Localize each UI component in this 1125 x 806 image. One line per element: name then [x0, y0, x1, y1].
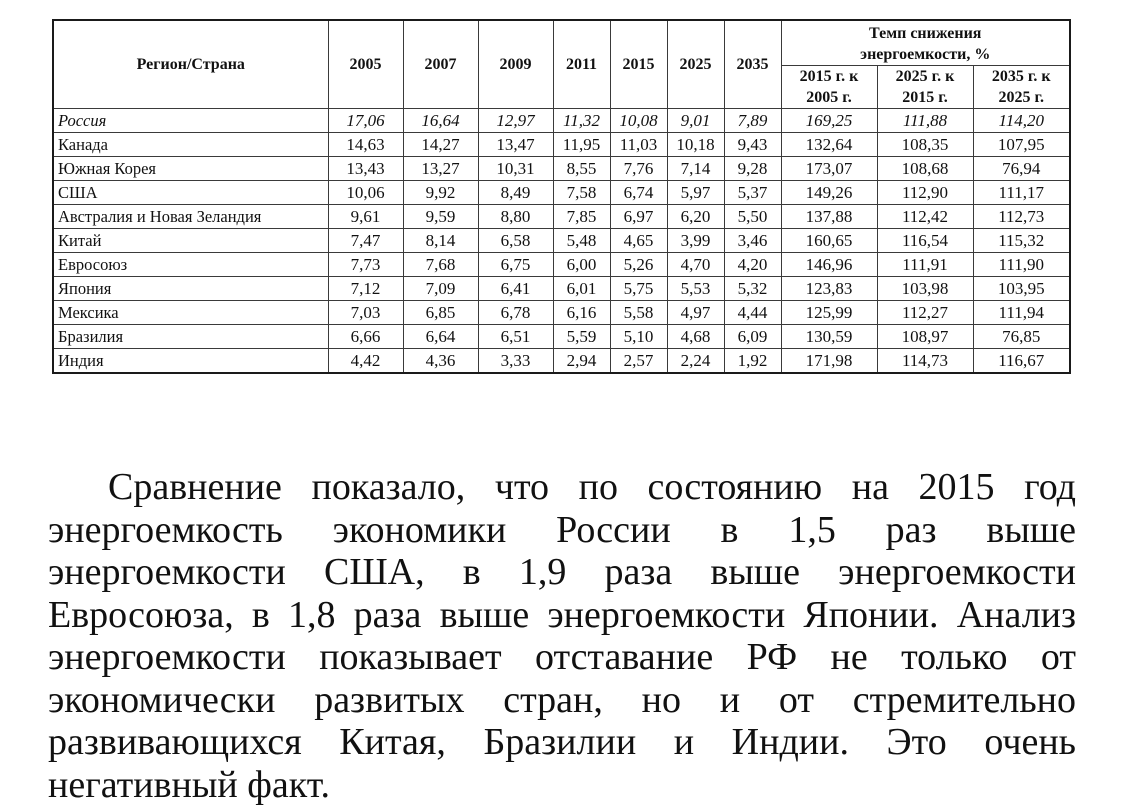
- reduction-rate-cell: 112,42: [877, 205, 973, 229]
- reduction-rate-cell: 111,91: [877, 253, 973, 277]
- reduction-rate-cell: 111,88: [877, 109, 973, 133]
- energy-intensity-cell: 5,32: [724, 277, 781, 301]
- energy-intensity-cell: 7,76: [610, 157, 667, 181]
- region-cell: Австралия и Новая Зеландия: [53, 205, 328, 229]
- year-column-header: 2035: [724, 20, 781, 109]
- region-cell: США: [53, 181, 328, 205]
- energy-intensity-cell: 7,09: [403, 277, 478, 301]
- reduction-rate-cell: 112,73: [973, 205, 1070, 229]
- energy-intensity-table: [52, 19, 1071, 374]
- energy-intensity-cell: 10,18: [667, 133, 724, 157]
- header-row-top: [53, 20, 1070, 66]
- energy-intensity-cell: 6,09: [724, 325, 781, 349]
- energy-intensity-cell: 7,14: [667, 157, 724, 181]
- energy-intensity-cell: 5,59: [553, 325, 610, 349]
- reduction-rate-cell: 107,95: [973, 133, 1070, 157]
- energy-intensity-cell: 5,48: [553, 229, 610, 253]
- year-column-header: 2007: [403, 20, 478, 109]
- energy-intensity-cell: 7,58: [553, 181, 610, 205]
- energy-intensity-cell: 7,12: [328, 277, 403, 301]
- reduction-rate-cell: 76,94: [973, 157, 1070, 181]
- energy-intensity-cell: 9,28: [724, 157, 781, 181]
- energy-intensity-cell: 5,26: [610, 253, 667, 277]
- reduction-rate-cell: 103,95: [973, 277, 1070, 301]
- energy-intensity-cell: 9,59: [403, 205, 478, 229]
- reduction-rate-cell: 111,17: [973, 181, 1070, 205]
- energy-intensity-cell: 5,50: [724, 205, 781, 229]
- reduction-rate-cell: 160,65: [781, 229, 877, 253]
- energy-intensity-cell: 10,08: [610, 109, 667, 133]
- energy-intensity-cell: 4,70: [667, 253, 724, 277]
- energy-intensity-cell: 6,00: [553, 253, 610, 277]
- energy-intensity-cell: 6,64: [403, 325, 478, 349]
- region-cell: Китай: [53, 229, 328, 253]
- table-row: [53, 277, 1070, 301]
- energy-intensity-cell: 4,97: [667, 301, 724, 325]
- energy-intensity-cell: 5,97: [667, 181, 724, 205]
- table-header: [53, 20, 1070, 109]
- reduction-rate-cell: 76,85: [973, 325, 1070, 349]
- energy-intensity-cell: 7,73: [328, 253, 403, 277]
- reduction-rate-cell: 114,20: [973, 109, 1070, 133]
- energy-intensity-cell: 4,36: [403, 349, 478, 374]
- reduction-rate-cell: 132,64: [781, 133, 877, 157]
- rate-period-header: 2015 г. к 2005 г.: [781, 66, 877, 109]
- reduction-rate-cell: 108,35: [877, 133, 973, 157]
- energy-intensity-cell: 4,20: [724, 253, 781, 277]
- energy-intensity-cell: 3,33: [478, 349, 553, 374]
- year-column-header: 2009: [478, 20, 553, 109]
- region-cell: Мексика: [53, 301, 328, 325]
- reduction-rate-cell: 146,96: [781, 253, 877, 277]
- energy-intensity-cell: 5,10: [610, 325, 667, 349]
- energy-intensity-cell: 6,20: [667, 205, 724, 229]
- energy-intensity-cell: 17,06: [328, 109, 403, 133]
- year-column-header: 2005: [328, 20, 403, 109]
- energy-intensity-cell: 6,74: [610, 181, 667, 205]
- energy-intensity-cell: 2,24: [667, 349, 724, 374]
- energy-intensity-cell: 3,99: [667, 229, 724, 253]
- energy-intensity-cell: 6,78: [478, 301, 553, 325]
- energy-intensity-cell: 6,75: [478, 253, 553, 277]
- energy-intensity-cell: 9,01: [667, 109, 724, 133]
- table-row: [53, 133, 1070, 157]
- region-cell: Евросоюз: [53, 253, 328, 277]
- body-paragraph: Сравнение показало, что по состоянию на 2015 год энергоемкость экономики России в 1,5 раз выше энергоемкости США, в 1,9 раза выше энергоемкости Евросоюза, в 1,8 раза выше энергоемкости Японии. Анализ энергоемкости показывает отставание РФ не только от экономически развитых стран, но и от стремительно развивающихся Китая, Бразилии и Индии. Это очень негативный факт.: [48, 466, 1076, 806]
- energy-intensity-cell: 6,66: [328, 325, 403, 349]
- region-cell: Россия: [53, 109, 328, 133]
- energy-intensity-cell: 3,46: [724, 229, 781, 253]
- reduction-rate-cell: 125,99: [781, 301, 877, 325]
- region-cell: Канада: [53, 133, 328, 157]
- reduction-rate-cell: 103,98: [877, 277, 973, 301]
- energy-intensity-cell: 14,27: [403, 133, 478, 157]
- energy-intensity-cell: 11,95: [553, 133, 610, 157]
- energy-intensity-cell: 6,01: [553, 277, 610, 301]
- energy-intensity-cell: 5,53: [667, 277, 724, 301]
- energy-intensity-cell: 5,37: [724, 181, 781, 205]
- reduction-rate-cell: 111,94: [973, 301, 1070, 325]
- table-row: [53, 181, 1070, 205]
- energy-intensity-cell: 10,31: [478, 157, 553, 181]
- reduction-rate-cell: 123,83: [781, 277, 877, 301]
- table-row: [53, 301, 1070, 325]
- reduction-rate-cell: 116,54: [877, 229, 973, 253]
- energy-intensity-cell: 4,68: [667, 325, 724, 349]
- energy-intensity-cell: 8,55: [553, 157, 610, 181]
- energy-intensity-cell: 8,14: [403, 229, 478, 253]
- region-cell: Южная Корея: [53, 157, 328, 181]
- year-column-header: 2015: [610, 20, 667, 109]
- reduction-rate-cell: 112,90: [877, 181, 973, 205]
- energy-intensity-cell: 5,75: [610, 277, 667, 301]
- energy-intensity-cell: 4,65: [610, 229, 667, 253]
- rate-period-header: 2035 г. к 2025 г.: [973, 66, 1070, 109]
- reduction-rate-cell: 116,67: [973, 349, 1070, 374]
- energy-intensity-cell: 13,27: [403, 157, 478, 181]
- energy-intensity-cell: 2,57: [610, 349, 667, 374]
- energy-intensity-cell: 13,47: [478, 133, 553, 157]
- energy-intensity-cell: 1,92: [724, 349, 781, 374]
- reduction-rate-cell: 173,07: [781, 157, 877, 181]
- energy-intensity-cell: 8,49: [478, 181, 553, 205]
- reduction-rate-cell: 108,97: [877, 325, 973, 349]
- table-row: [53, 205, 1070, 229]
- table-body: [53, 109, 1070, 374]
- table-row: [53, 253, 1070, 277]
- reduction-rate-cell: 171,98: [781, 349, 877, 374]
- rate-period-header: 2025 г. к 2015 г.: [877, 66, 973, 109]
- energy-intensity-cell: 9,61: [328, 205, 403, 229]
- energy-intensity-cell: 6,41: [478, 277, 553, 301]
- energy-intensity-cell: 13,43: [328, 157, 403, 181]
- energy-intensity-cell: 4,44: [724, 301, 781, 325]
- reduction-rate-cell: 115,32: [973, 229, 1070, 253]
- table-row: [53, 157, 1070, 181]
- energy-intensity-cell: 11,03: [610, 133, 667, 157]
- energy-intensity-cell: 10,06: [328, 181, 403, 205]
- energy-intensity-cell: 6,58: [478, 229, 553, 253]
- year-column-header: 2025: [667, 20, 724, 109]
- energy-intensity-cell: 8,80: [478, 205, 553, 229]
- energy-intensity-cell: 14,63: [328, 133, 403, 157]
- region-column-header: Регион/Страна: [53, 20, 328, 109]
- energy-intensity-cell: 7,47: [328, 229, 403, 253]
- region-cell: Япония: [53, 277, 328, 301]
- region-cell: Индия: [53, 349, 328, 374]
- energy-intensity-cell: 7,89: [724, 109, 781, 133]
- table-row: [53, 325, 1070, 349]
- energy-intensity-cell: 4,42: [328, 349, 403, 374]
- energy-intensity-cell: 9,43: [724, 133, 781, 157]
- table-row: [53, 229, 1070, 253]
- table-row: [53, 349, 1070, 374]
- energy-intensity-cell: 11,32: [553, 109, 610, 133]
- reduction-rate-cell: 137,88: [781, 205, 877, 229]
- energy-intensity-cell: 16,64: [403, 109, 478, 133]
- energy-intensity-cell: 7,68: [403, 253, 478, 277]
- region-cell: Бразилия: [53, 325, 328, 349]
- reduction-rate-cell: 169,25: [781, 109, 877, 133]
- year-column-header: 2011: [553, 20, 610, 109]
- energy-intensity-cell: 7,03: [328, 301, 403, 325]
- reduction-rate-group-header: Темп снижения энергоемкости, %: [781, 20, 1070, 66]
- reduction-rate-cell: 112,27: [877, 301, 973, 325]
- reduction-rate-cell: 108,68: [877, 157, 973, 181]
- energy-intensity-cell: 6,97: [610, 205, 667, 229]
- energy-intensity-cell: 12,97: [478, 109, 553, 133]
- energy-intensity-cell: 6,16: [553, 301, 610, 325]
- energy-intensity-cell: 6,51: [478, 325, 553, 349]
- energy-intensity-table-container: [52, 19, 1071, 374]
- reduction-rate-cell: 130,59: [781, 325, 877, 349]
- energy-intensity-cell: 2,94: [553, 349, 610, 374]
- energy-intensity-cell: 6,85: [403, 301, 478, 325]
- energy-intensity-cell: 9,92: [403, 181, 478, 205]
- reduction-rate-cell: 111,90: [973, 253, 1070, 277]
- table-row: [53, 109, 1070, 133]
- energy-intensity-cell: 7,85: [553, 205, 610, 229]
- energy-intensity-cell: 5,58: [610, 301, 667, 325]
- reduction-rate-cell: 114,73: [877, 349, 973, 374]
- reduction-rate-cell: 149,26: [781, 181, 877, 205]
